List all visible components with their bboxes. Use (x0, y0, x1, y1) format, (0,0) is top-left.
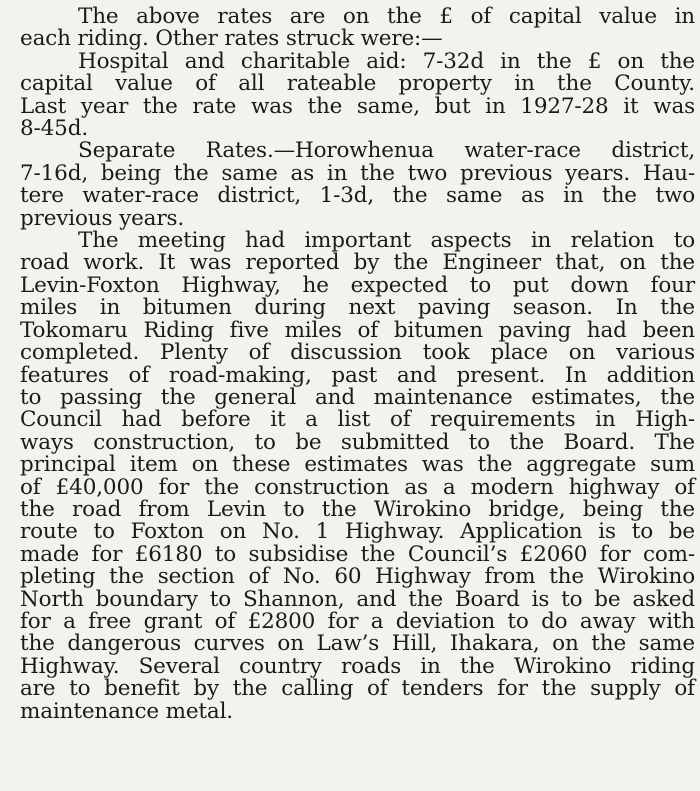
text-line: Council had before it a list of requirements in High- (20, 407, 695, 433)
text-line: Hospital and charitable aid: 7-32d in the £ on the (78, 48, 695, 74)
text-line: to passing the general and maintenance estimates, the (20, 384, 695, 410)
text-line: 7-16d, being the same as in the two previous years. Hau- (20, 160, 695, 186)
text-line: North boundary to Shannon, and the Board is to be asked (20, 586, 695, 612)
text-line: 8-45d. (20, 116, 88, 142)
text-line: Separate Rates.—Horowhenua water-race district, (78, 138, 695, 164)
text-line: Last year the rate was the same, but in 1927-28 it was (20, 93, 695, 119)
text-line: are to benefit by the calling of tenders for the supply of (20, 676, 695, 702)
text-line: miles in bitumen during next paving season. In the (20, 295, 695, 321)
text-line: each riding. Other rates struck were:— (20, 26, 443, 52)
text-line: The above rates are on the £ of capital value in (78, 4, 695, 29)
text-line: tere water-race district, 1-3d, the same as in the two (20, 183, 695, 209)
text-line: ways construction, to be submitted to the Board. The (20, 429, 695, 455)
text-line: Levin-Foxton Highway, he expected to put down four (20, 272, 695, 298)
text-line: capital value of all rateable property in the County. (20, 71, 695, 97)
text-line: road work. It was reported by the Engineer that, on the (20, 250, 695, 276)
text-line: principal item on these estimates was the aggregate sum (20, 452, 695, 478)
text-line: route to Foxton on No. 1 Highway. Application is to be (20, 519, 695, 545)
text-line: The meeting had important aspects in relation to (78, 228, 695, 254)
text-line: made for £6180 to subsidise the Council’s £2060 for com- (20, 541, 695, 567)
text-line: features of road-making, past and present. In addition (20, 362, 695, 388)
text-line: the road from Levin to the Wirokino bridge, being the (20, 496, 695, 522)
text-line: maintenance metal. (20, 698, 233, 724)
paragraph-rates-intro (20, 6, 695, 51)
paragraph-road-work (20, 230, 695, 723)
text-line: pleting the section of No. 60 Highway from the Wirokino (20, 564, 695, 590)
text-line: completed. Plenty of discussion took place on various (20, 340, 695, 366)
text-line: for a free grant of £2800 for a deviation to do away with (20, 608, 695, 634)
text-line: previous years. (20, 205, 185, 231)
text-line: of £40,000 for the construction as a modern highway of (20, 474, 695, 500)
paragraph-separate-rates (20, 140, 695, 230)
text-line: Highway. Several country roads in the Wirokino riding (20, 653, 695, 679)
article-column (20, 6, 695, 723)
text-line: Tokomaru Riding five miles of bitumen paving had been (20, 317, 695, 343)
text-line: the dangerous curves on Law’s Hill, Ihakara, on the same (20, 631, 695, 657)
paragraph-hospital-aid (20, 48, 695, 142)
